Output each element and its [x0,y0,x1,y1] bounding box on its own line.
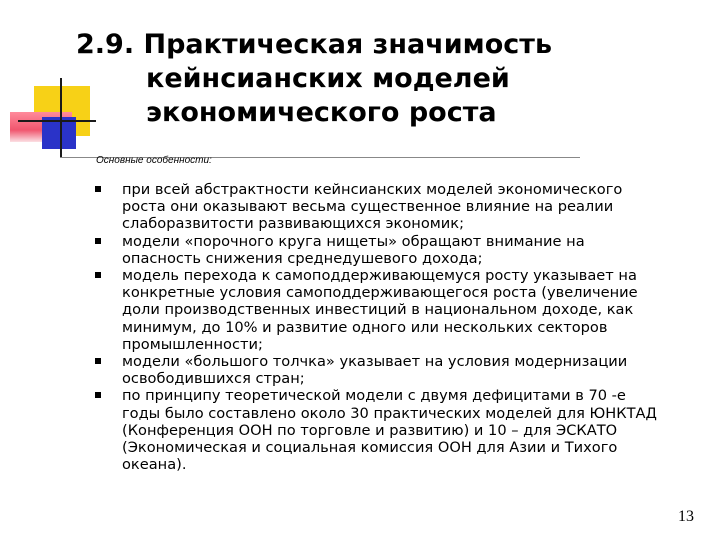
bullet-square-icon [95,392,101,398]
slide-subtitle: Основные особенности: [96,155,212,166]
list-item [92,267,662,353]
list-item-text: модели «порочного круга нищеты» обращают внимание на опасность снижения среднедушевого дохода; [122,232,585,267]
list-item [92,353,662,387]
title-line-2: кейнсианских моделей [146,63,510,94]
decor-vertical-line [60,78,62,158]
list-item-text: модель перехода к самоподдерживающемуся росту указывает на конкретные условия самоподдерживающегося роста (увеличение доли производственных инвестиций в национальном доходе, как минимум, до 10% и развитие одного или нескольких секторов промышленности; [122,267,638,353]
list-item-text: модели «большого толчка» указывает на условия модернизации освободившихся стран; [122,353,628,388]
bullet-square-icon [95,272,101,278]
slide-title [76,28,636,130]
list-item-text: по принципу теоретической модели с двумя дефицитами в 70 -е годы было составлено около 30 практических моделей для ЮНКТАД (Конференция ООН по торговле и развитию) и 10 – для ЭСКАТО (Экономическая и социальная комиссия ООН для Азии и Тихого океана). [122,387,657,474]
bullet-square-icon [95,186,101,192]
bullet-square-icon [95,238,101,244]
bullet-square-icon [95,358,101,364]
list-item [92,387,662,473]
list-item [92,233,662,267]
list-item [92,181,662,233]
page-number: 13 [678,508,694,525]
bullet-list [92,181,662,473]
title-line-1: 2.9. Практическая значимость [76,29,553,60]
title-line-3: экономического роста [146,97,497,128]
list-item-text: при всей абстрактности кейнсианских моделей экономического роста они оказывают весьма существенное влияние на реалии слаборазвитости развивающихся экономик; [122,181,623,233]
